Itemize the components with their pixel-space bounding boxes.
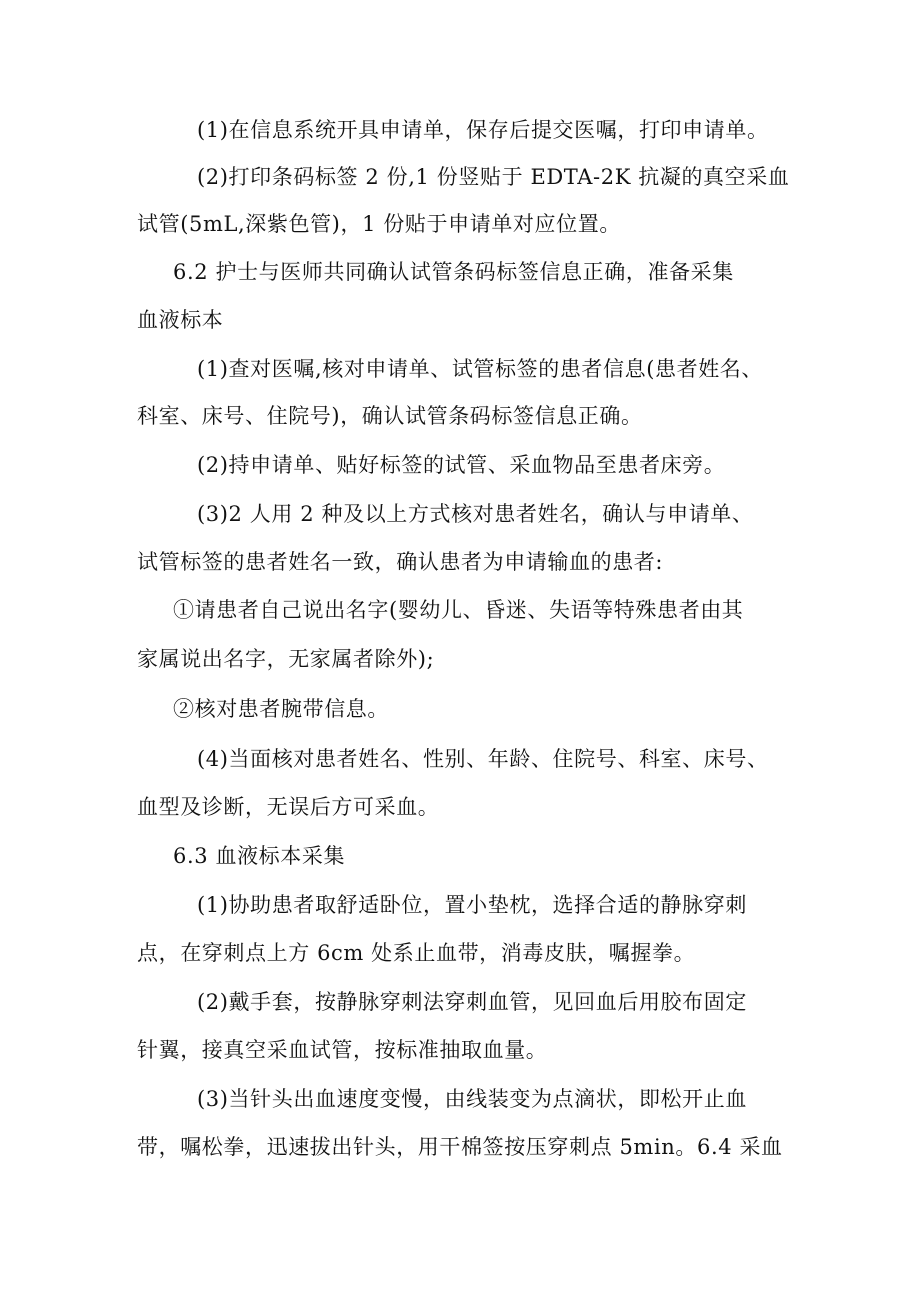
text-line: (2)持申请单、贴好标签的试管、采血物品至患者床旁。: [197, 453, 726, 477]
text-line: ②核对患者腕带信息。: [173, 697, 389, 721]
text-line: 针翼，接真空采血试管，按标准抽取血量。: [137, 1038, 548, 1062]
text-line: (2)打印条码标签 2 份,1 份竖贴于 EDTA-2K 抗凝的真空采血: [197, 165, 790, 189]
text-line: (1)查对医嘱,核对申请单、试管标签的患者信息(患者姓名、: [197, 357, 764, 381]
text-line: (1)在信息系统开具申请单，保存后提交医嘱，打印申请单。: [197, 118, 769, 142]
section-heading: 6.3 血液标本采集: [173, 844, 346, 868]
section-heading: 6.2 护士与医师共同确认试管条码标签信息正确，准备采集: [173, 260, 734, 284]
text-line: (3)2 人用 2 种及以上方式核对患者姓名，确认与申请单、: [197, 502, 754, 526]
section-heading: 血液标本: [137, 308, 224, 332]
text-line: 带，嘱松拳，迅速拔出针头，用干棉签按压穿刺点 5min。6.4 采血: [137, 1135, 783, 1159]
text-line: (2)戴手套，按静脉穿刺法穿刺血管，见回血后用胶布固定: [197, 990, 747, 1014]
text-line: ①请患者自己说出名字(婴幼儿、昏迷、失语等特殊患者由其: [173, 598, 744, 622]
text-line: 科室、床号、住院号)，确认试管条码标签信息正确。: [137, 404, 643, 428]
text-line: 家属说出名字，无家属者除外);: [137, 647, 435, 671]
text-line: 试管(5mL,深紫色管)，1 份贴于申请单对应位置。: [137, 212, 621, 236]
text-line: (1)协助患者取舒适卧位，置小垫枕，选择合适的静脉穿刺: [197, 893, 747, 917]
text-line: 点，在穿刺点上方 6cm 处系止血带，消毒皮肤，嘱握拳。: [137, 941, 696, 965]
text-line: (3)当针头出血速度变慢，由线装变为点滴状，即松开止血: [197, 1087, 747, 1111]
text-line: 试管标签的患者姓名一致，确认患者为申请输血的患者:: [137, 550, 664, 574]
text-line: (4)当面核对患者姓名、性别、年龄、住院号、科室、床号、: [197, 747, 769, 771]
text-line: 血型及诊断，无误后方可采血。: [137, 795, 440, 819]
